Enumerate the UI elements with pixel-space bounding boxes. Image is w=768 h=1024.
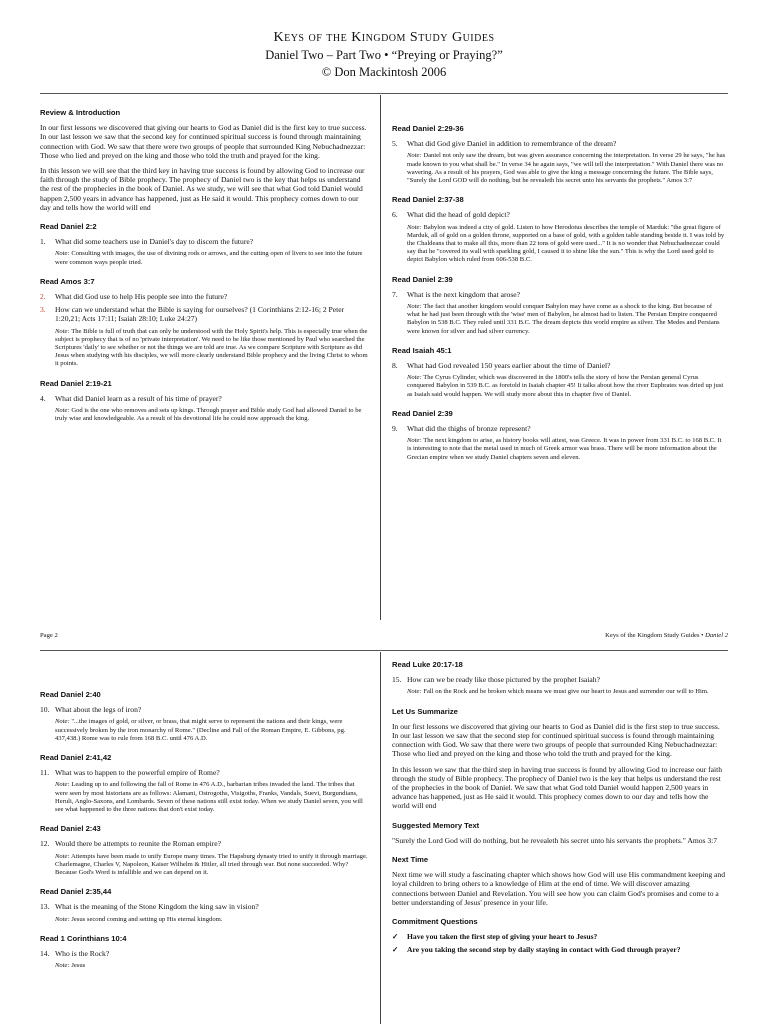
question — [392, 290, 726, 299]
note-label: Note: — [407, 152, 422, 160]
section-heading: Read Daniel 2:19-21 — [40, 378, 112, 388]
document-header — [0, 30, 768, 80]
answer-note — [55, 250, 368, 266]
memory-text: "Surely the Lord God will do nothing, but he revealeth his secret unto his servants the prophets." Amos 3:7 — [392, 835, 718, 845]
question-number: 9. — [392, 424, 398, 434]
question-number: 10. — [40, 705, 50, 715]
section-heading: Read 1 Corinthians 10:4 — [40, 933, 127, 943]
answer-note — [55, 781, 368, 814]
footer-chapter: Daniel 2 — [705, 632, 728, 639]
question-text: How can we understand what the Bible is saying for ourselves? (1 Corinthians 2:12-16; 2 Peter 1:20,21; Acts 17:11; Isaiah 28:10; Luke 24:27) — [55, 305, 345, 324]
question — [40, 839, 368, 848]
section-heading: Read Daniel 2:39 — [392, 408, 453, 418]
question-number: 6. — [392, 210, 398, 220]
answer-note — [55, 407, 368, 423]
question — [392, 210, 726, 219]
paragraph: Next time we will study a fascinating chapter which shows how God will use His commandment keeping and loyal children to bring others to a knowledge of Him at the end of time. We will discover amazing connections between Daniel and Revelation. You will see how you can claim God's promises and come to a better understanding of Jesus' presence in your life. — [392, 870, 726, 907]
question-number: 8. — [392, 361, 398, 371]
answer-note — [407, 437, 726, 462]
section-heading: Read Isaiah 45:1 — [392, 345, 452, 355]
note-label: Note: — [55, 718, 70, 726]
document-author: © Don Mackintosh 2006 — [321, 65, 447, 79]
footer-title: Keys of the Kingdom Study Guides • Daniel 2 — [605, 632, 728, 639]
paragraph: In our first lessons we discovered that giving our hearts to God as Daniel did is the first step to true success. In our last lesson we saw that the second step for continued spiritual success is found through maintaining connection with God. We saw that there were two groups of people that surrounded King Nebuchadnezzar: Those who lied and preyed on the king and those who told the truth and prayed for the king. — [392, 721, 720, 759]
note-label: Note: — [407, 223, 422, 231]
question-number: 2. — [40, 292, 46, 302]
question-number: 15. — [392, 675, 402, 685]
note-text: Jesus — [71, 962, 86, 970]
question — [40, 292, 368, 301]
section-heading: Read Daniel 2:43 — [40, 824, 101, 834]
question-text: Would there be attempts to reunite the Roman empire? — [55, 839, 221, 849]
check-icon: ✓ — [392, 932, 399, 942]
question — [392, 424, 726, 433]
note-label: Note: — [55, 962, 70, 970]
note-text: Consulting with images, the use of divining rods or arrows, and the cutting open of livers to see into the future were common ways people tried. — [55, 250, 363, 266]
header-rule — [40, 93, 728, 94]
answer-note — [55, 718, 368, 743]
question — [40, 305, 368, 323]
answer-note — [407, 224, 726, 265]
note-text: The Bible is full of truth that can only be understood with the Holy Spirit's help. This is especially true when the subject is prophecy that is of no 'private interpretation'. We need to be like those mentioned by Paul who searched the Scriptures 'daily' to see whether or not the things we are told are true. As we compare Scripture with Scripture as did Jesus when studying with his disciples, we will more clearly understand Bible prophecy and the living Christ to whom it points. — [55, 327, 368, 368]
section-heading: Read Amos 3:7 — [40, 276, 95, 286]
question — [40, 768, 368, 777]
paragraph: In this lesson we saw that the third step in having true success is found by allowing God to increase our faith through the study of Bible prophecy. The prophecy of Daniel two is the key that helps us understand the rest of the prophecies in the book of Daniel. We saw that what God told Daniel would happen 2,500 years in advance has happened, just as He said it would. This prophecy comes down to our day and tells how the world will end — [392, 764, 723, 811]
question-number: 5. — [392, 139, 398, 149]
note-label: Note: — [55, 852, 70, 860]
question — [40, 705, 368, 714]
footer-guide-name: Keys of the Kingdom Study Guides — [605, 632, 700, 639]
answer-note — [407, 152, 726, 185]
question-text: What is the next kingdom that arose? — [407, 289, 521, 299]
note-text: "...the images of gold, or silver, or brass, that might serve to represent the nations and their kings, were successively broken by the iron monarchy of Rome." (Decline and Fall of the Roman Empire, E. Gibbons, pg. 437,438.) Rome was to rule from 168 B.C. until 476 A.D. — [55, 718, 346, 742]
document-subtitle: Daniel Two – Part Two • “Preying or Praying?” — [265, 48, 503, 62]
question-text: What had God revealed 150 years earlier about the time of Daniel? — [407, 361, 611, 371]
document-title: Keys of the Kingdom Study Guides — [273, 30, 495, 45]
note-text: Babylon was indeed a city of gold. Listen to how Herodotus describes the temple of Marduk: "the great figure of Marduk, all of gold on a golden throne, supported on a base of gold, with a golden table standing beside it. I was told by the Chaldeans that to make all this, more than 22 tons of gold were used..." It is no wonder that Nebuchadnezzar could say that he "covered its wall with sparkling gold, I caused it to shine like the sun." This is why the Lord used gold to depict Babylon which ruled from 606-538 B.C. — [407, 223, 725, 264]
note-text: God is the one who removes and sets up kings. Through prayer and Bible study God had allowed Daniel to be truly wise and knowledgeable. As a result of his devotional life he could now approach the king. — [55, 407, 362, 423]
note-label: Note: — [407, 374, 422, 382]
section-heading: Read Daniel 2:29-36 — [392, 124, 464, 133]
note-text: The fact that another kingdom would conquer Babylon may have come as a shock to the king. But because of what he had just been through with the 'wise' men of Babylon, he almost had to listen. The Persian Empire conquered Babylon in 538 B.C. They ruled until 331 B.C. The dream depicts this world empire as silver. The Medes and Persians were known for silver and had silver currency. — [407, 303, 720, 335]
question-number: 4. — [40, 393, 46, 403]
question-text: What did the thighs of bronze represent? — [407, 424, 531, 434]
section-heading: Review & Introduction — [40, 108, 121, 117]
question-text: What did God give Daniel in addition to remembrance of the dream? — [407, 139, 617, 149]
note-label: Note: — [55, 407, 70, 415]
question-text: How can we be ready like those pictured by the prophet Isaiah? — [407, 675, 600, 685]
question-text: What about the legs of iron? — [55, 705, 142, 715]
question — [40, 237, 368, 246]
question-text: What is the meaning of the Stone Kingdom the king saw in vision? — [55, 902, 259, 912]
section-heading: Read Daniel 2:35,44 — [40, 887, 112, 897]
note-label: Note: — [55, 781, 70, 789]
section-heading: Read Daniel 2:39 — [392, 274, 453, 284]
page1-column-divider — [380, 95, 381, 620]
page2-left-column — [40, 690, 368, 976]
answer-note — [407, 374, 726, 399]
page2-column-divider — [380, 652, 381, 1024]
section-heading: Next Time — [392, 855, 429, 865]
paragraph: In this lesson we will see that the third key in having true success is found by allowing God to increase our faith through the study of Bible prophecy. The prophecy of Daniel two is the key that helps us understand the rest of the prophecies in the book of Daniel. As we study, we will see that what God told Daniel would happen 2,500 years in advance has happened, just as He said it would. This prophecy comes down to our day and tells how the world will end — [40, 166, 365, 212]
page2-right-column — [392, 660, 726, 959]
note-label: Note: — [407, 437, 422, 445]
note-text: Jesus second coming and setting up His eternal kingdom. — [71, 915, 223, 923]
note-label: Note: — [407, 688, 422, 696]
question-text: What did some teachers use in Daniel's day to discern the future? — [55, 237, 254, 247]
page1-right-column — [392, 124, 726, 468]
commitment-text: Are you taking the second step by daily staying in contact with God through prayer? — [407, 945, 681, 955]
question-text: What did God use to help His people see into the future? — [55, 292, 228, 302]
question-text: What did Daniel learn as a result of his time of prayer? — [55, 393, 222, 403]
answer-note — [55, 916, 368, 924]
note-text: The next kingdom to arise, as history books will attest, was Greece. It was in power from 331 B.C. to 168 B.C. It is interesting to note that the metal used in much of Greek armor was brass. There will be more information about the Grecian empire when we study Daniel chapters seven and eleven. — [407, 437, 722, 461]
question-number: 7. — [392, 289, 398, 299]
question — [40, 394, 368, 403]
question-number: 3. — [40, 305, 46, 315]
section-heading: Read Luke 20:17-18 — [392, 660, 463, 669]
commitment-text: Have you taken the first step of giving your heart to Jesus? — [407, 932, 598, 942]
question-text: What did the head of gold depict? — [407, 210, 510, 220]
section-heading: Read Daniel 2:41,42 — [40, 753, 112, 763]
note-label: Note: — [55, 915, 70, 923]
answer-note — [55, 853, 368, 878]
question-text: What was to happen to the powerful empire of Rome? — [55, 768, 220, 778]
question-number: 13. — [40, 902, 50, 912]
question — [392, 139, 726, 148]
note-text: The Cyrus Cylinder, which was discovered in the 1800's tells the story of how the Persian general Cyrus conquered Babylon in 539 B.C. as foretold in Isaiah chapter 45! It talks about how the river Euphrates was dried up just as Isaiah said would happen. We will study more about this in chapter five of Daniel. — [407, 374, 724, 398]
question — [40, 902, 368, 911]
question — [392, 675, 726, 684]
page-number: Page 2 — [40, 632, 58, 639]
commitment-item — [392, 932, 726, 941]
question-number: 11. — [40, 768, 50, 778]
section-heading: Read Daniel 2:37-38 — [392, 195, 464, 205]
section-heading: Suggested Memory Text — [392, 820, 480, 830]
question-number: 14. — [40, 949, 50, 959]
page1-left-column — [40, 108, 368, 429]
footer-rule — [40, 650, 728, 651]
question-number: 12. — [40, 839, 50, 849]
note-text: Leading up to and following the fall of Rome in 476 A.D., barbarian tribes invaded the land. The tribes that were seen by most historians are as follows: Alamani, Ostrogoths, Visigoths, Franks, Vandals, Suevi, Burgundians, Heruli, Anglo-Saxons, and Lombards. Seven of these nations still exist today. When we study Daniel seven, you will see what happened to the three nations that don't exist today. — [55, 781, 363, 814]
section-heading: Let Us Summarize — [392, 706, 458, 716]
note-text: Daniel not only saw the dream, but was given assurance concerning the interpretation. In verse 29 he says, "he has made known to you what shall be." In verse 34 he again says, "we will tell the interpretation." With Daniel there was no wavering. As a result of his prayers, God was able to give the king a message concerning the future. The Bible says, "Surely the Lord GOD will do nothing, but he revealeth his secret unto his servants the prophets." Amos 3:7 — [407, 152, 726, 185]
question — [392, 361, 726, 370]
answer-note — [407, 303, 726, 336]
answer-note — [55, 962, 368, 970]
section-heading: Read Daniel 2:40 — [40, 690, 101, 699]
section-heading: Commitment Questions — [392, 917, 478, 927]
question-text: Who is the Rock? — [55, 949, 110, 959]
answer-note — [407, 688, 726, 696]
section-heading: Read Daniel 2:2 — [40, 222, 97, 232]
answer-note — [55, 328, 368, 369]
note-label: Note: — [55, 327, 70, 335]
note-text: Fall on the Rock and be broken which means we must give our heart to Jesus and surrender our will to Him. — [423, 688, 709, 696]
question-number: 1. — [40, 237, 46, 247]
note-label: Note: — [55, 250, 70, 258]
note-label: Note: — [407, 303, 422, 311]
commitment-item — [392, 945, 726, 954]
paragraph: In our first lessons we discovered that giving our hearts to God as Daniel did is the first key to true success. In our last lesson we saw that the second key for continued spiritual success is found through maintaining connection with God. We saw that there were two groups of people that surrounded King Nebuchadnezzar: Those who lied and preyed on the king and those who told the truth and prayed for the king. — [40, 123, 367, 160]
note-text: Attempts have been made to unify Europe many times. The Hapsburg dynasty tried to unify it through marriage. Charlemagne, Charles V, Napoleon, Kaiser Wilhelm & Hitler, all tried through war. But none succeeded. Why? Because God's Word is infallible and we can depend on it. — [55, 852, 368, 877]
check-icon: ✓ — [392, 945, 399, 955]
question — [40, 949, 368, 958]
